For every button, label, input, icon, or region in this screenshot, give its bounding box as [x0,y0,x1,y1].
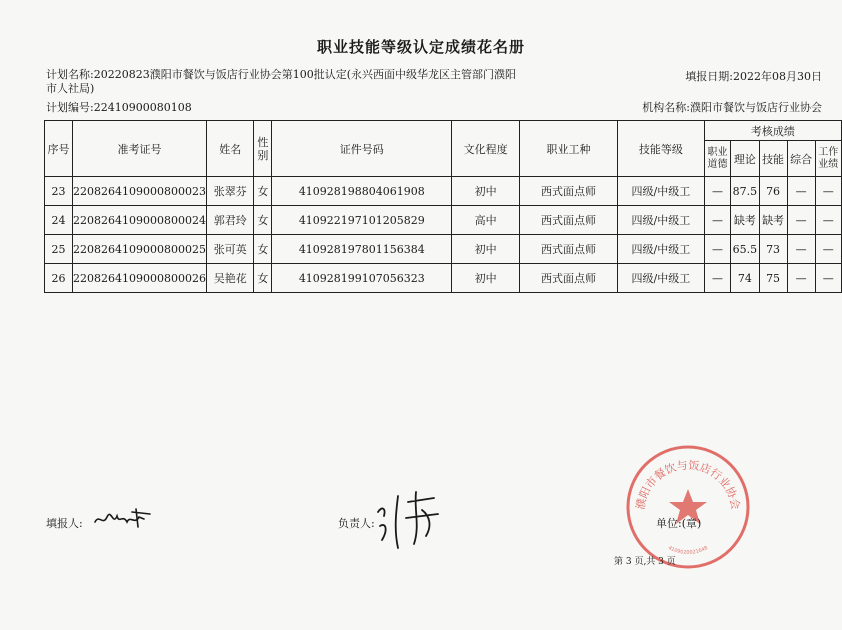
cell-exam-no: 2208264109000800025 [73,235,207,264]
cell-seq: 24 [45,206,73,235]
cell-level: 四级/中级工 [617,235,704,264]
plan-number-label: 计划编号: [46,101,94,114]
cell-occupation: 西式面点师 [519,235,617,264]
cell-name: 张可英 [207,235,254,264]
cell-overall: — [787,235,815,264]
cell-performance: — [815,264,841,293]
cell-ethics: — [704,235,730,264]
cell-name: 吴艳花 [207,264,254,293]
table-row [45,235,842,264]
cell-id-no: 410922197101205829 [272,206,452,235]
header-scores-group: 考核成绩 [704,121,841,141]
header-ethics: 职业道德 [704,141,730,177]
cell-gender: 女 [254,177,272,206]
cell-occupation: 西式面点师 [519,206,617,235]
header-exam-no: 准考证号 [73,121,207,177]
cell-seq: 23 [45,177,73,206]
fill-date-value: 2022年08月30日 [733,70,822,83]
plan-name-value: 20220823濮阳市餐饮与饭店行业协会第100批认定(永兴西面中级华龙区主管部门濮阳市人社局) [46,68,516,95]
cell-education: 高中 [452,206,520,235]
header-level: 技能等级 [617,121,704,177]
cell-seq: 26 [45,264,73,293]
cell-theory: 74 [731,264,759,293]
cell-seq: 25 [45,235,73,264]
cell-skill: 75 [759,264,787,293]
cell-overall: — [787,177,815,206]
cell-name: 郭君玲 [207,206,254,235]
header-gender: 性别 [254,121,272,177]
header-overall: 综合 [787,141,815,177]
cell-education: 初中 [452,177,520,206]
filler-label: 填报人: [46,517,83,530]
header-id-no: 证件号码 [272,121,452,177]
cell-skill: 76 [759,177,787,206]
organization-value: 濮阳市餐饮与饭店行业协会 [690,101,822,114]
cell-theory: 65.5 [731,235,759,264]
header-performance: 工作业绩 [815,141,841,177]
cell-id-no: 410928199107056323 [272,264,452,293]
cell-education: 初中 [452,264,520,293]
cell-skill: 缺考 [759,206,787,235]
header-occupation: 职业工种 [519,121,617,177]
cell-gender: 女 [254,235,272,264]
cell-occupation: 西式面点师 [519,264,617,293]
score-roster-table [44,120,842,293]
cell-exam-no: 2208264109000800026 [73,264,207,293]
cell-ethics: — [704,264,730,293]
header-seq: 序号 [45,121,73,177]
cell-gender: 女 [254,206,272,235]
cell-exam-no: 2208264109000800024 [73,206,207,235]
cell-id-no: 410928197801156384 [272,235,452,264]
cell-education: 初中 [452,235,520,264]
cell-overall: — [787,264,815,293]
cell-ethics: — [704,206,730,235]
page-info: 第 3 页,共 3 页 [614,557,676,567]
cell-level: 四级/中级工 [617,264,704,293]
responsible-signature [372,490,444,552]
seal-text: 濮阳市餐饮与饭店行业协会 [633,458,743,511]
header-education: 文化程度 [452,121,520,177]
organization-label: 机构名称: [642,101,690,114]
filler-signature [92,505,154,531]
cell-performance: — [815,177,841,206]
cell-ethics: — [704,177,730,206]
plan-number [46,101,192,115]
table-row [45,206,842,235]
seal-code: 4109020021648 [667,545,709,556]
plan-name-label: 计划名称: [46,68,94,81]
header-skill: 技能 [759,141,787,177]
plan-number-value: 22410900080108 [93,101,192,114]
header-name: 姓名 [207,121,254,177]
fill-date [685,70,822,84]
document-title: 职业技能等级认定成绩花名册 [316,38,525,56]
responsible-label: 负责人: [338,517,375,530]
header-theory: 理论 [731,141,759,177]
cell-level: 四级/中级工 [617,177,704,206]
cell-theory: 缺考 [731,206,759,235]
cell-overall: — [787,206,815,235]
official-seal-stamp [624,443,752,571]
cell-theory: 87.5 [731,177,759,206]
unit-seal-label: 单位:(章) [656,517,702,530]
plan-name [46,68,516,96]
organization [642,101,822,115]
cell-exam-no: 2208264109000800023 [73,177,207,206]
cell-level: 四级/中级工 [617,206,704,235]
cell-skill: 73 [759,235,787,264]
cell-performance: — [815,206,841,235]
cell-performance: — [815,235,841,264]
cell-occupation: 西式面点师 [519,177,617,206]
table-row [45,177,842,206]
cell-id-no: 410928198804061908 [272,177,452,206]
cell-gender: 女 [254,264,272,293]
fill-date-label: 填报日期: [685,70,733,83]
cell-name: 张翠芬 [207,177,254,206]
table-row [45,264,842,293]
